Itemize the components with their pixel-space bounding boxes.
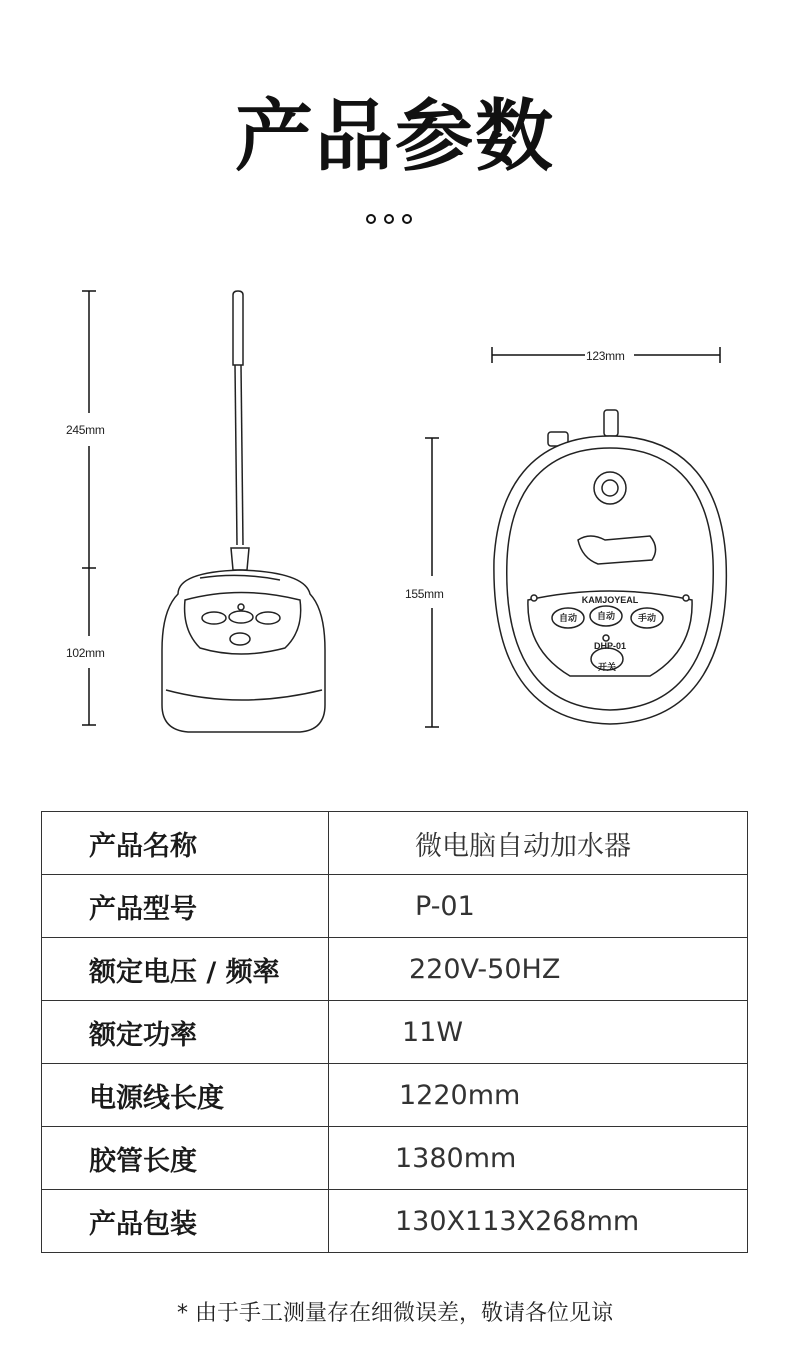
table-row [42, 938, 748, 1001]
spec-label: 额定电压 / 频率 [42, 938, 329, 1001]
decoration-dot [402, 214, 412, 224]
spec-value: 220V-50HZ [329, 938, 748, 1001]
dimension-height-rod: 245mm [66, 423, 105, 437]
page-title: 产品参数 [234, 92, 555, 182]
panel-model-tag: DHP-01 [593, 641, 627, 651]
spec-label: 电源线长度 [42, 1064, 329, 1127]
table-row [42, 1127, 748, 1190]
side-view-device [162, 291, 325, 732]
panel-button-auto-2: 自动 [596, 611, 616, 621]
front-depth-dimension [425, 438, 439, 727]
table-row [42, 812, 748, 875]
panel-button-manual: 手动 [637, 613, 657, 623]
dimension-depth: 155mm [405, 587, 444, 601]
spec-value: P-01 [329, 875, 748, 938]
spec-label: 胶管长度 [42, 1127, 329, 1190]
product-drawing [0, 280, 790, 760]
front-view-device [494, 410, 726, 724]
dimension-width: 123mm [586, 349, 625, 363]
table-row [42, 875, 748, 938]
spec-value: 1220mm [329, 1064, 748, 1127]
spec-value: 11W [329, 1001, 748, 1064]
spec-label: 额定功率 [42, 1001, 329, 1064]
dimension-height-base: 102mm [66, 646, 105, 660]
panel-brand: KAMJOYEAL [581, 595, 639, 605]
spec-value: 1380mm [329, 1127, 748, 1190]
spec-value: 微电脑自动加水器 [329, 812, 748, 875]
table-row [42, 1190, 748, 1253]
decoration-dot [384, 214, 394, 224]
decoration-dot [366, 214, 376, 224]
spec-label: 产品包装 [42, 1190, 329, 1253]
title-decoration [366, 214, 412, 224]
panel-button-auto: 自动 [558, 613, 578, 623]
spec-label: 产品型号 [42, 875, 329, 938]
table-row [42, 1001, 748, 1064]
panel-button-power: 开关 [597, 662, 617, 672]
table-row [42, 1064, 748, 1127]
spec-label: 产品名称 [42, 812, 329, 875]
measurement-note: * 由于手工测量存在细微误差，敬请各位见谅 [177, 1301, 613, 1326]
spec-table [41, 811, 748, 1253]
spec-value: 130X113X268mm [329, 1190, 748, 1253]
